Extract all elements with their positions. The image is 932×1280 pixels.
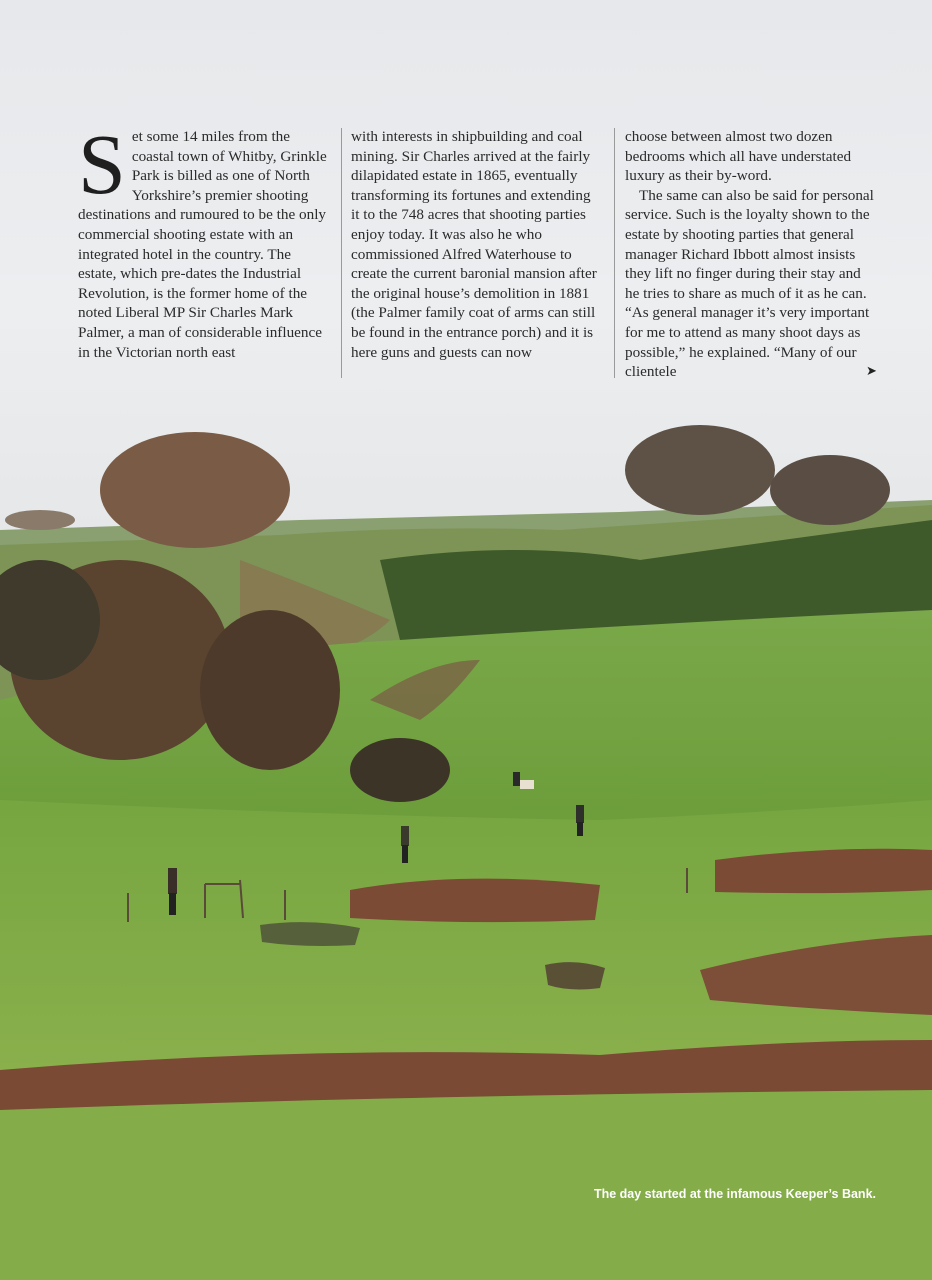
column-rule [614, 128, 615, 378]
article-text: et some 14 miles from the coastal town of Whitby, Grinkle Park is billed as one of North Yorkshire’s premier shooting destinations and rumoured to be the only commercial shooting estate with an integrated hotel in the country. The estate, which pre-dates the Industrial Revolution, is the former home of the noted Liberal MP Sir Charles Mark Palmer, a man of considerable influence in the Victorian north east [78, 128, 327, 361]
article-paragraph: choose between almost two dozen bedrooms which all have understated luxury as their by-word. [625, 128, 852, 185]
column-rule [341, 128, 342, 378]
photo-caption: The day started at the infamous Keeper’s Bank. [593, 1187, 876, 1201]
article-column-2 [351, 127, 601, 362]
article-text: with interests in shipbuilding and coal mining. Sir Charles arrived at the fairly dilapidated estate in 1865, eventually transforming its fortunes and extending it to the 748 acres that shooting parties enjoy today. It was also he who commissioned Alfred Waterhouse to create the current baronial mansion after the original house’s demolition in 1881 (the Palmer family coat of arms can still be found in the entrance porch) and it is here guns and guests can now [351, 128, 597, 361]
drop-cap: S [78, 116, 126, 212]
article-column-3 [625, 127, 875, 382]
continue-arrow-icon: ➤ [866, 364, 877, 379]
article-column-1 [78, 116, 328, 362]
article-paragraph: The same can also be said for personal service. Such is the loyalty shown to the estate by shooting parties that general manager Richard Ibbott almost insists they lift no finger during their stay and he tries to share as much of it as he can. “As general manager it’s very important for me to attend as many shoot days as possible,” he explained. “Many of our clientele [625, 186, 874, 381]
